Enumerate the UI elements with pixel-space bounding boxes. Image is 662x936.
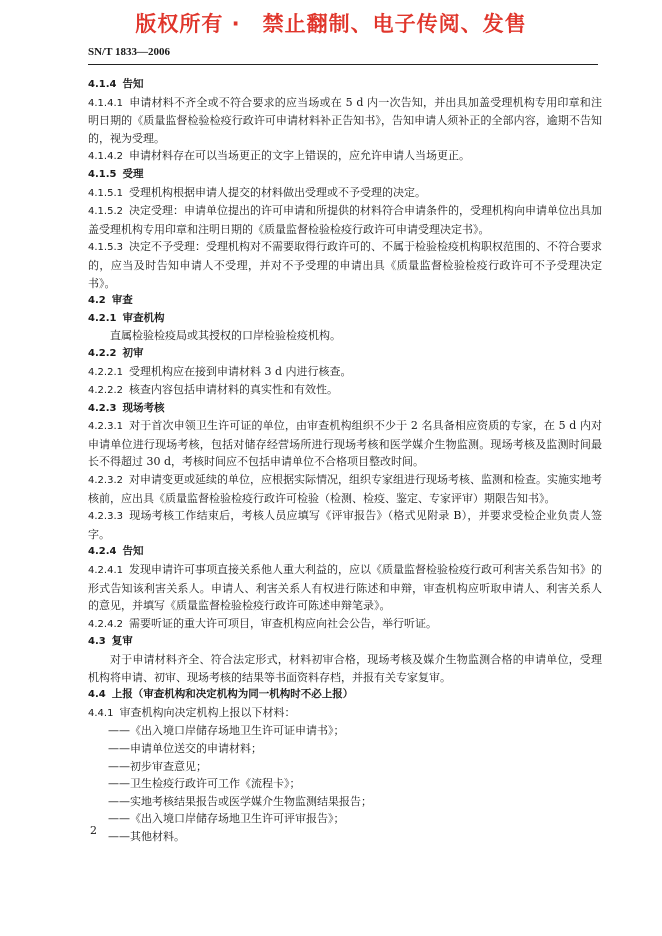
clause-number: 4.2.3.1 — [88, 421, 123, 433]
clause-text: 现场考核 — [122, 401, 165, 414]
list-item — [88, 810, 602, 828]
clause-number: 4.2.2.2 — [88, 385, 123, 397]
page-number: 2 — [90, 824, 97, 837]
section-heading — [88, 76, 602, 94]
clause-number: 4.2.1 — [88, 312, 117, 324]
clause-text: 复审 — [111, 635, 133, 648]
paragraph — [88, 202, 602, 238]
clause-text: ——实地考核结果报告或医学媒介生物监测结果报告； — [108, 794, 372, 808]
clause-text: 决定不予受理：受理机构对不需要取得行政许可的、不属于检验检疫机构职权范围的、不符合要求的，应当及时告知申请人不受理，并对不予受理的申请出具《质量监督检验检疫行政许可不予受理决定书》。 — [88, 240, 602, 290]
clause-number: 4.1.4 — [88, 79, 117, 90]
clause-text: 告知 — [122, 545, 144, 558]
clause-text: 审查 — [111, 294, 133, 307]
clause-text: 核查内容包括申请材料的真实性和有效性。 — [129, 383, 338, 397]
document-body — [88, 76, 602, 846]
list-item — [88, 828, 602, 846]
clause-text: 受理 — [122, 167, 144, 180]
clause-text: 受理机构根据申请人提交的材料做出受理或不予受理的决定。 — [129, 185, 426, 199]
clause-text: ——其他材料。 — [108, 829, 185, 843]
section-heading — [88, 345, 602, 363]
clause-number: 4.4 — [88, 689, 106, 701]
clause-text: ——卫生检疫行政许可工作《流程卡》； — [108, 777, 301, 791]
clause-text: 决定受理：申请单位提出的许可申请和所提供的材料符合申请条件的，受理机构向申请单位出具加盖受理机构专用印章和注明日期的《质量监督检验检疫行政许可申请受理决定书》。 — [88, 204, 602, 236]
paragraph — [88, 238, 602, 292]
clause-number: 4.1.5.1 — [88, 187, 123, 199]
paragraph — [88, 363, 602, 382]
clause-number: 4.1.5 — [88, 168, 117, 180]
clause-text: 上报（审查机构和决定机构为同一机构时不必上报） — [111, 688, 354, 701]
section-heading — [88, 400, 602, 418]
paragraph — [88, 471, 602, 507]
document-number: SN/T 1833—2006 — [88, 46, 171, 58]
list-item — [88, 775, 602, 793]
paragraph — [88, 381, 602, 400]
list-item — [88, 740, 602, 758]
clause-number: 4.2.3.2 — [88, 475, 123, 487]
clause-number: 4.2.4 — [88, 546, 117, 558]
clause-text: 申请材料不齐全或不符合要求的应当场或在 5 d 内一次告知，并出具加盖受理机构专用印章和注明日期的《质量监督检验检疫行政许可申请材料补正告知书》，告知申请人须补正的全部内容，逾期不告知的，视为受理。 — [88, 95, 602, 145]
clause-text: 审查机构向决定机构上报以下材料： — [119, 705, 296, 719]
paragraph — [88, 184, 602, 203]
paragraph — [88, 651, 602, 686]
clause-number: 4.1.5.3 — [88, 242, 123, 254]
clause-text: ——申请单位送交的申请材料； — [108, 741, 262, 755]
clause-text: 直属检验检疫局或其授权的口岸检验检疫机构。 — [110, 329, 341, 343]
list-item — [88, 758, 602, 776]
clause-number: 4.2.2.1 — [88, 366, 123, 378]
clause-text: 对于首次申领卫生许可证的单位，由审查机构组织不少于 2 名具备相应资质的专家，在 5 d 内对申请单位进行现场考核，包括对储存经营场所进行现场考核和医学媒介生物监测。现场考核及监测时间最长不得超过 30 d，考核时间应不包括申请单位不合格项目整改时间。 — [88, 419, 602, 469]
clause-text: 初审 — [122, 346, 144, 359]
section-heading — [88, 633, 602, 651]
paragraph — [88, 327, 602, 345]
section-heading — [88, 686, 602, 704]
paragraph — [88, 704, 602, 723]
paragraph — [88, 417, 602, 471]
paragraph — [88, 615, 602, 634]
clause-text: 对于申请材料齐全、符合法定形式，材料初审合格，现场考核及媒介生物监测合格的申请单位，受理机构将申请、初审、现场考核的结果等书面资料存档，并报有关专家复审。 — [88, 653, 602, 684]
clause-text: 受理机构应在接到申请材料 3 d 内进行核查。 — [129, 364, 352, 378]
list-item — [88, 793, 602, 811]
section-heading — [88, 543, 602, 561]
section-heading — [88, 166, 602, 184]
copyright-watermark: 版权所有 · 禁止翻制、电子传阅、发售 — [135, 12, 527, 36]
clause-number: 4.2.4.1 — [88, 565, 123, 577]
clause-number: 4.2.2 — [88, 347, 117, 359]
paragraph — [88, 561, 602, 615]
clause-number: 4.1.4.1 — [88, 97, 123, 109]
paragraph — [88, 147, 602, 166]
clause-number: 4.2.3 — [88, 402, 117, 414]
clause-text: 发现申请许可事项直接关系他人重大利益的，应以《质量监督检验检疫行政可利害关系告知书》的形式告知该利害关系人。申请人、利害关系人有权进行陈述和申辩，审查机构应听取申请人、利害关系人的意见，并填写《质量监督检验检疫行政许可陈述申辩笔录》。 — [88, 563, 602, 613]
clause-number: 4.1.4.2 — [88, 151, 123, 163]
header-rule — [88, 64, 598, 65]
clause-number: 4.4.1 — [88, 707, 114, 719]
clause-text: ——《出入境口岸储存场地卫生许可评审报告》； — [108, 812, 345, 826]
list-item — [88, 722, 602, 740]
clause-text: 对申请变更或延续的单位，应根据实际情况，组织专家组进行现场考核、监测和检查。实施实地考核前，应出具《质量监督检验检疫行政许可检验（检测、检疫、鉴定、专家评审）期限告知书》。 — [88, 473, 602, 505]
clause-number: 4.2.3.3 — [88, 511, 123, 523]
clause-text: 告知 — [122, 78, 144, 90]
clause-number: 4.2 — [88, 295, 106, 307]
clause-text: 申请材料存在可以当场更正的文字上错误的，应允许申请人当场更正。 — [129, 149, 470, 163]
clause-text: ——《出入境口岸储存场地卫生许可证申请书》； — [108, 724, 345, 738]
paragraph — [88, 94, 602, 148]
clause-number: 4.3 — [88, 636, 106, 648]
clause-text: 需要听证的重大许可项目，审查机构应向社会公告，举行听证。 — [129, 616, 437, 630]
section-heading — [88, 310, 602, 328]
clause-text: 现场考核工作结束后，考核人员应填写《评审报告》（格式见附录 B），并要求受检企业负责人签字。 — [88, 509, 602, 541]
section-heading — [88, 292, 602, 310]
paragraph — [88, 507, 602, 543]
clause-number: 4.1.5.2 — [88, 206, 123, 218]
clause-text: 审查机构 — [122, 311, 165, 324]
clause-number: 4.2.4.2 — [88, 618, 123, 630]
clause-text: ——初步审查意见； — [108, 759, 207, 773]
